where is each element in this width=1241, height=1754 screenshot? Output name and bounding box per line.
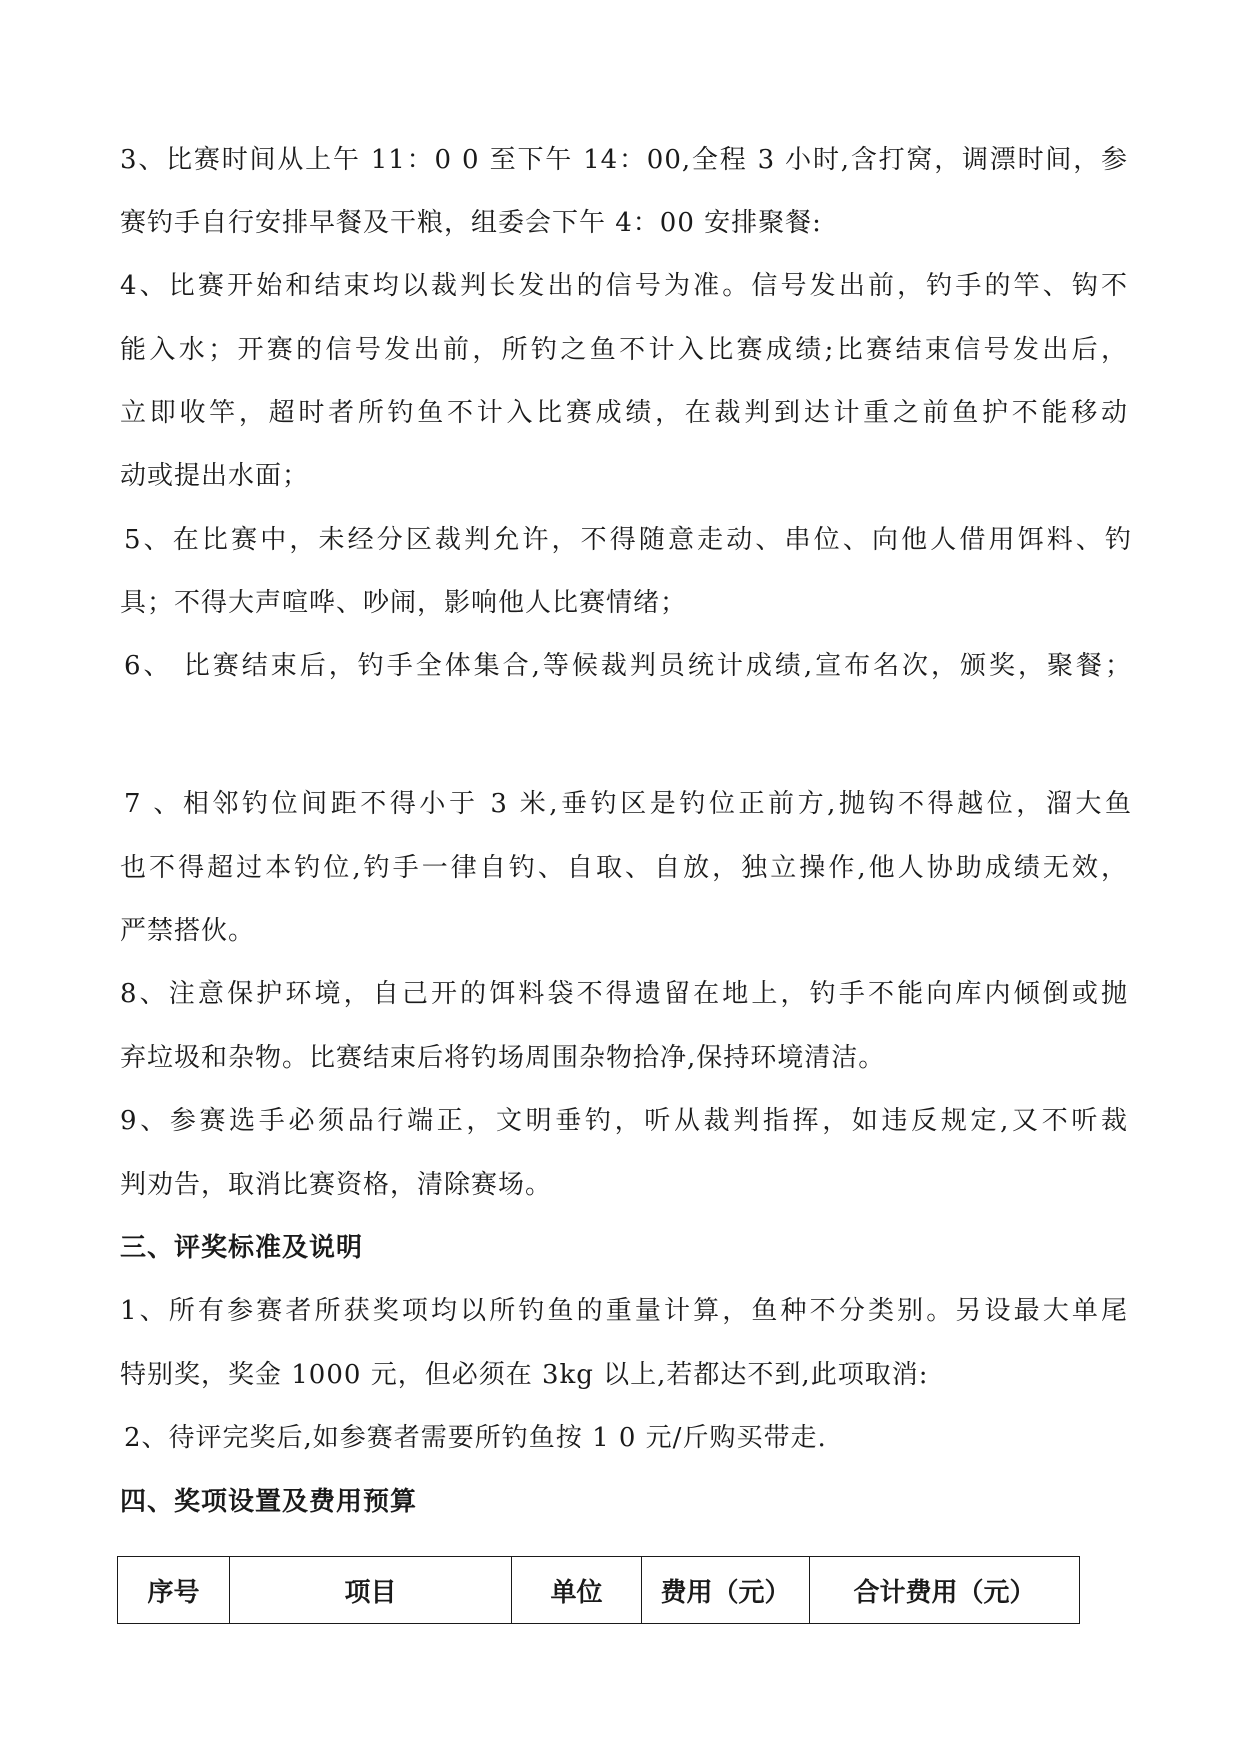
budget-table [117, 1556, 1080, 1624]
section-heading: 四、奖项设置及费用预算 [120, 1487, 418, 1517]
paragraph-line: 2、待评完奖后,如参赛者需要所钓鱼按 1 0 元/斤购买带走. [124, 1423, 827, 1453]
paragraph-line: 8、注意保护环境，自己开的饵料袋不得遗留在地上，钓手不能向库内倾倒或抛 [120, 979, 1128, 1009]
paragraph-line: 7 、相邻钓位间距不得小于 3 米,垂钓区是钓位正前方,抛钩不得越位，溜大鱼 [124, 789, 1132, 819]
header-cell-cost: 费用（元） [642, 1557, 810, 1624]
paragraph-line: 4、比赛开始和结束均以裁判长发出的信号为准。信号发出前，钓手的竿、钩不 [120, 271, 1128, 301]
paragraph-line: 具；不得大声喧哗、吵闹，影响他人比赛情绪； [120, 588, 688, 618]
paragraph-line: 判劝告，取消比赛资格，清除赛场。 [120, 1170, 553, 1200]
paragraph-line: 能入水；开赛的信号发出前，所钓之鱼不计入比赛成绩;比赛结束信号发出后， [120, 335, 1128, 365]
header-cell-total-cost: 合计费用（元） [810, 1557, 1080, 1624]
paragraph-line: 3、比赛时间从上午 11：0 0 至下午 14：00,全程 3 小时,含打窝，调漂时间，参 [120, 145, 1128, 175]
header-cell-unit: 单位 [512, 1557, 642, 1624]
paragraph-line: 6、 比赛结束后，钓手全体集合,等候裁判员统计成绩,宣布名次，颁奖，聚餐； [124, 651, 1132, 681]
paragraph-line: 特别奖，奖金 1000 元，但必须在 3kg 以上,若都达不到,此项取消: [120, 1360, 929, 1390]
section-heading: 三、评奖标准及说明 [120, 1233, 364, 1263]
paragraph-line: 立即收竿，超时者所钓鱼不计入比赛成绩，在裁判到达计重之前鱼护不能移动 [120, 398, 1128, 428]
paragraph-line: 也不得超过本钓位,钓手一律自钓、自取、自放，独立操作,他人协助成绩无效， [120, 853, 1128, 883]
paragraph-line: 9、参赛选手必须品行端正，文明垂钓，听从裁判指挥，如违反规定,又不听裁 [120, 1106, 1128, 1136]
table-header-row [118, 1557, 1080, 1624]
header-cell-item: 项目 [230, 1557, 512, 1624]
paragraph-line: 严禁搭伙。 [120, 916, 256, 946]
paragraph-line: 赛钓手自行安排早餐及干粮，组委会下午 4：00 安排聚餐: [120, 208, 822, 238]
paragraph-line: 1、所有参赛者所获奖项均以所钓鱼的重量计算，鱼种不分类别。另设最大单尾 [120, 1296, 1128, 1326]
paragraph-line: 弃垃圾和杂物。比赛结束后将钓场周围杂物拾净,保持环境清洁。 [120, 1043, 886, 1073]
header-cell-index: 序号 [118, 1557, 230, 1624]
paragraph-line: 5、在比赛中，未经分区裁判允许，不得随意走动、串位、向他人借用饵料、钓 [124, 525, 1132, 555]
paragraph-line: 动或提出水面； [120, 461, 310, 491]
